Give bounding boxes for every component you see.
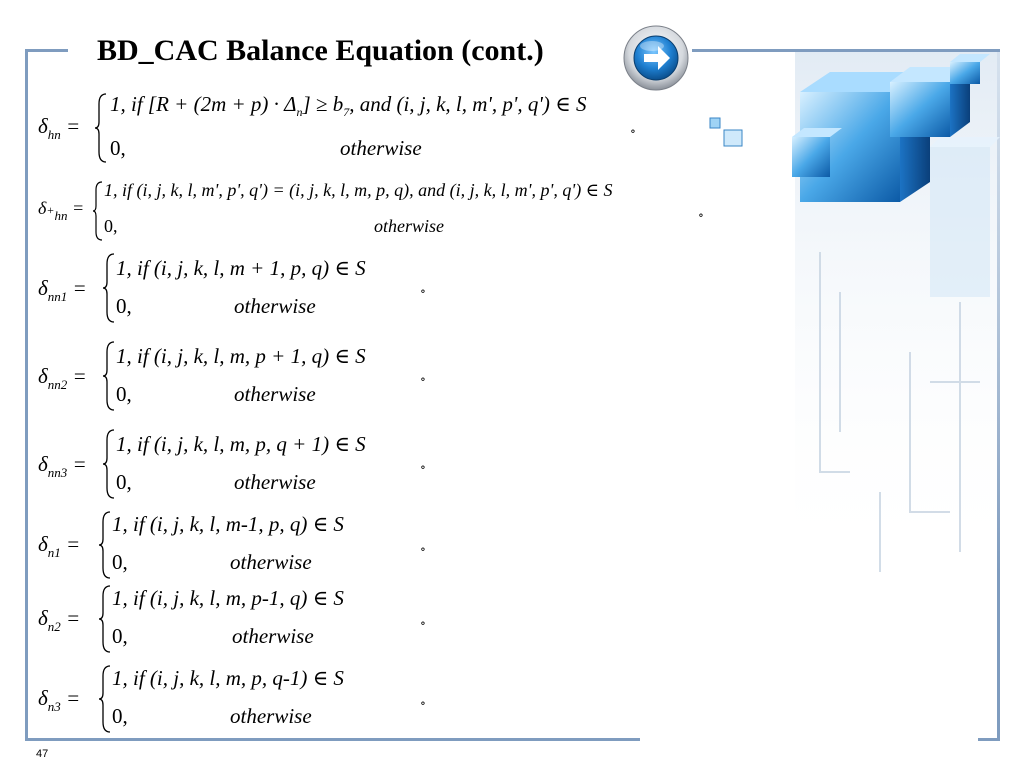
equation-end-mark: ∘ (420, 696, 426, 710)
equation-lhs: $\delta_{nn3}$ = (38, 452, 87, 480)
equation-case-1: 1, if (i, j, k, l, m, p-1, q) ∈ S (112, 586, 344, 610)
equation-case-1: 1, if (i, j, k, l, m', p', q') = (i, j, k, l, m, p, q), and (i, j, k, l, m', p', q') ∈ S (104, 180, 613, 200)
equation-case-1: 1, if (i, j, k, l, m, p, q + 1) ∈ S (116, 432, 366, 456)
equation-lhs: $\delta_{hn}$ = (38, 114, 81, 142)
equation-case-2: 0, (116, 294, 132, 318)
equation-case-2: 0, (116, 382, 132, 406)
arrow-right-icon (622, 24, 690, 92)
decorative-cubes-graphic (700, 52, 1000, 742)
equation-end-mark: ∘ (420, 542, 426, 556)
equation-case-2: 0, (104, 216, 118, 236)
equation-otherwise: otherwise (230, 704, 312, 728)
equation-otherwise: otherwise (374, 216, 444, 236)
equation-case-1: 1, if (i, j, k, l, m, p, q-1) ∈ S (112, 666, 344, 690)
equation-case-2: 0, (112, 550, 128, 574)
equation-case-1: 1, if (i, j, k, l, m, p + 1, q) ∈ S (116, 344, 366, 368)
brace-icon (102, 252, 116, 324)
equation-end-mark: ∘ (630, 124, 636, 138)
equation-end-mark: ∘ (420, 616, 426, 630)
equation-end-mark: ∘ (698, 208, 704, 222)
brace-icon (98, 584, 112, 654)
equation-case-1: 1, if (i, j, k, l, m-1, p, q) ∈ S (112, 512, 344, 536)
equation-lhs: $\delta+_{hn}$ = (38, 198, 85, 223)
frame-line (25, 738, 640, 741)
brace-icon (94, 92, 108, 164)
frame-line (25, 49, 28, 741)
equation-end-mark: ∘ (420, 460, 426, 474)
equation-lhs: $\delta_{nn2}$ = (38, 364, 87, 392)
frame-line (25, 49, 68, 52)
equation-lhs: $\delta_{n2}$ = (38, 606, 81, 634)
equation-otherwise: otherwise (340, 136, 422, 160)
equation-otherwise: otherwise (234, 294, 316, 318)
equation-case-2: 0, (112, 704, 128, 728)
equation-case-2: 0, (110, 136, 126, 160)
equation-otherwise: otherwise (234, 470, 316, 494)
brace-icon (92, 180, 104, 242)
brace-icon (98, 664, 112, 734)
equation-case-2: 0, (112, 624, 128, 648)
equation-end-mark: ∘ (420, 284, 426, 298)
page-number: 47 (36, 748, 49, 760)
brace-icon (102, 428, 116, 500)
equation-case-2: 0, (116, 470, 132, 494)
next-slide-button[interactable] (622, 24, 690, 92)
equation-end-mark: ∘ (420, 372, 426, 386)
equation-otherwise: otherwise (230, 550, 312, 574)
slide-title: BD_CAC Balance Equation (cont.) (97, 34, 544, 67)
equation-otherwise: otherwise (234, 382, 316, 406)
brace-icon (98, 510, 112, 580)
equation-otherwise: otherwise (232, 624, 314, 648)
equation-lhs: $\delta_{n1}$ = (38, 532, 81, 560)
equation-case-1: 1, if $[R + (2m + p) \cdot \Delta_n] \ge b_7$, and (i, j, k, l, m', p', q') ∈ S (110, 92, 587, 119)
equation-case-1: 1, if (i, j, k, l, m + 1, p, q) ∈ S (116, 256, 366, 280)
equation-lhs: $\delta_{n3}$ = (38, 686, 81, 714)
brace-icon (102, 340, 116, 412)
equation-lhs: $\delta_{nn1}$ = (38, 276, 87, 304)
